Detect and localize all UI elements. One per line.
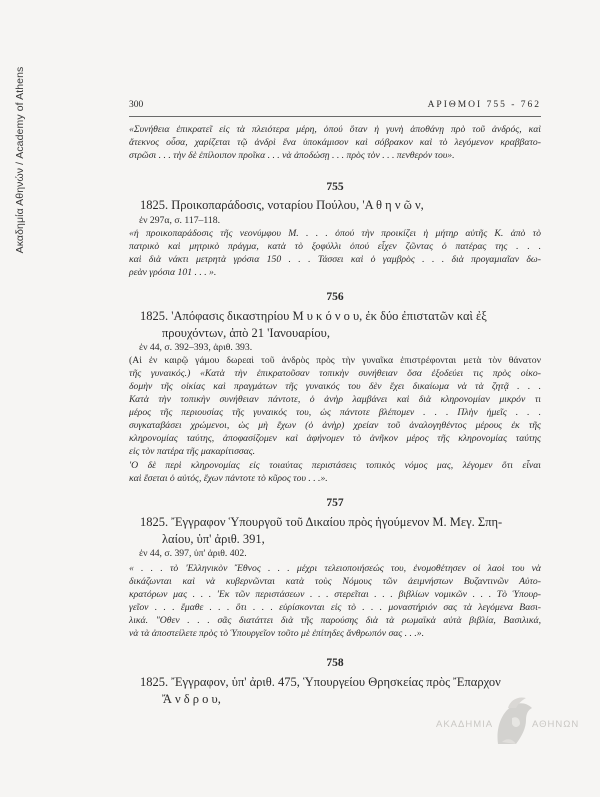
entry-body-line: νὰ τὰ ἀποστείλετε πρὸς τὸ Ὑπουργεῖον τοῦτο μὲ ἐπίτηδες ἄνθρωπόν σας . . .». (129, 628, 425, 639)
entry-body-line: 'Ο δὲ περὶ κληρονομίας εἰς τοιαύτας περιστάσεις τοπικὸς νόμος μας, λέγομεν ὅτι εἶναι (129, 460, 541, 471)
entry-body-line: καὶ διὰ νάκτι μετρητὰ γρόσια 150 . . . Τάσσει καὶ ὁ γαμβρὸς . . . διὰ προγαμιαῖαν δω- (129, 254, 541, 265)
intro-line: στρῶσι . . . τὴν δὲ ἐπίλοιπον προῖκα . . . νὰ ἀποδώσῃ . . . πρὸς τὸν . . . πενθερόν του». (129, 150, 455, 161)
intro-line: ἄτεκνος οὖσα, χαρίζεται τῷ ἀνδρὶ ἕνα ὑποκάμισον καὶ σόβρακον καὶ τὸ λεγόμενον κραββατο- (129, 137, 541, 148)
entry-number: 755 (326, 181, 344, 193)
entry-body-line: καὶ ἔσεται ὁ αὐτός, ἔχων πάντοτε τὸ κῦρος του . . .». (129, 473, 328, 484)
entry-body-line: πατρικὸ καὶ μητρικὸ πράγμα, κατὰ τὸ ξοφύλλι ὁπού εἶχεν ζῶντας ὁ πατέρας της . . . (129, 241, 541, 252)
watermark-text-right: ΑΘΗΝΩΝ (532, 719, 580, 730)
entry-heading: 1825. Προικοπαράδοσις, νοταρίου Πούλου, 'Α θ η ν ῶ ν, (140, 198, 424, 212)
entry-heading: 1825. Ἔγγραφον, ὑπ' ἀριθ. 475, Ὑπουργείου Θρησκείας πρὸς Ἔπαρχον (140, 675, 501, 689)
entry-body-line: εἰς τὸν πατέρα τῆς μακαρίτισσας. (129, 446, 256, 457)
entry-body-line: Κατὰ τὴν τοπικὴν συνήθειαν πάντοτε, ὁ ἀνὴρ λαμβάνει καὶ διὰ κληρονομίαν μικρόν τι (129, 394, 541, 405)
entry-body-line: συγκαταβάσει χρώμενοι, ὡς μὴ ἔχων (ὁ ἀνὴρ) χρείαν τοῦ ἀναλογηθέντος μέρους ἐκ τῆς (129, 420, 541, 431)
page-header (129, 100, 541, 114)
athena-helmet-icon (488, 694, 538, 750)
page-number: 300 (129, 100, 144, 110)
intro-line: «Συνήθεια ἐπικρατεῖ εἰς τὰ πλειότερα μέρη, ὁπού ὅταν ἡ γυνὴ ἀποθάνῃ πρὸ τοῦ ἀνδρός, καὶ (129, 124, 541, 135)
entry-source: ἐν 44, σ. 397, ὑπ' ἀριθ. 402. (139, 548, 247, 559)
header-rule (129, 116, 541, 117)
entry-body-line: δικάζωνται καὶ νὰ κυβερνῶνται κατὰ τοὺς Νόμους τῶν ἀειμνήστων Βυζαντινῶν Αὐτο- (129, 576, 541, 587)
entry-source: ἐν 44, σ. 392–393, ἀριθ. 393. (139, 342, 253, 353)
entry-heading: προυχόντων, ἀπὸ 21 'Ιανουαρίου, (162, 326, 330, 340)
entry-source: ἐν 297α, σ. 117–118. (139, 215, 220, 226)
entry-body-line: «ἡ προικοπαράδοσις τῆς νεονύμφου Μ. . . . ὁπού τὴν προικίζει ἡ μήτηρ αὐτῆς Κ. ἀπὸ τὸ (129, 228, 541, 239)
entry-body-line: (Αἱ ἐν καιρῷ γάμου δωρεαὶ τοῦ ἀνδρὸς πρὸς τὴν γυναῖκα ἐπιστρέφονται μετὰ τὸν θάνατον (129, 355, 541, 366)
entry-heading: 1825. 'Απόφασις δικαστηρίου Μ υ κ ό ν ο υ, ἐκ δύο ἐπιστατῶν καὶ ἐξ (140, 309, 487, 323)
entry-body-line: κληρονομίας ταύτης, ἀποφασίζομεν καὶ ἀφήνομεν τὸ ἀνῆκον μέρος τῆς κληρονομίας ταύτης (129, 433, 541, 444)
entry-body-line: « . . . τὸ 'Ελληνικὸν Ἔθνος . . . μέχρι τελειοποιήσεώς του, ἐνομοθέτησεν οἱ λαοὶ του νὰ (129, 563, 541, 574)
entry-body-line: γεῖον . . . ἔμαθε . . . ὅτι . . . εὑρίσκονται εἰς τὸ . . . μοναστήριόν σας τὰ λεγόμενα Βασι- (129, 602, 541, 613)
archive-label: Ακαδημία Αθηνών / Academy of Athens (14, 66, 26, 254)
watermark-text-left: ΑΚΑΔΗΜΙΑ (436, 719, 494, 730)
entry-heading: 1825. Ἔγγραφον Ὑπουργοῦ τοῦ Δικαίου πρὸς ἡγούμενον Μ. Μεγ. Σπη- (140, 515, 503, 529)
entry-number: 756 (326, 291, 344, 303)
entry-body-line: τῆς γυναικός.) «Κατὰ τὴν ἐπικρατοῦσαν τοπικὴν συνήθειαν ὅσα ἐξοδεύει τις πρὸς οἰκο- (129, 368, 541, 379)
entry-body-line: δομὴν τῆς οἰκίας καὶ πραγμάτων τῆς γυναικός του δὲν ἔχει δικαίωμα νὰ τὰ ζητᾷ . . . (129, 381, 541, 392)
entry-body-line: μέρος τῆς περιουσίας τῆς γυναικός του, ὡς πάντοτε βλέπομεν . . . Πλὴν ἡμεῖς . . . (129, 407, 541, 418)
archive-sidebar (6, 30, 34, 290)
entry-heading: Ἄ ν δ ρ ο υ, (162, 692, 221, 706)
entry-body-line: λικά. "Οθεν . . . σᾶς διατάττει διὰ τῆς παρούσης διὰ τὰ ρωμαϊκὰ αὐτὰ βιβλία, Βασιλικά, (129, 615, 541, 626)
entry-heading: λαίου, ὑπ' ἀριθ. 391, (162, 532, 265, 546)
entry-number: 757 (326, 497, 344, 509)
entry-number: 758 (326, 657, 344, 669)
entry-body-line: κρατόρων μας . . . 'Εκ τῶν περιστάσεων . . . στερεῖται . . . βιβλίων νομικῶν . . . Τὸ Ὑπουρ- (129, 589, 541, 600)
entry-body-line: ρεὰν γρόσια 101 . . . ». (129, 267, 217, 278)
running-title: ΑΡΙΘΜΟΙ 755 - 762 (427, 100, 541, 110)
